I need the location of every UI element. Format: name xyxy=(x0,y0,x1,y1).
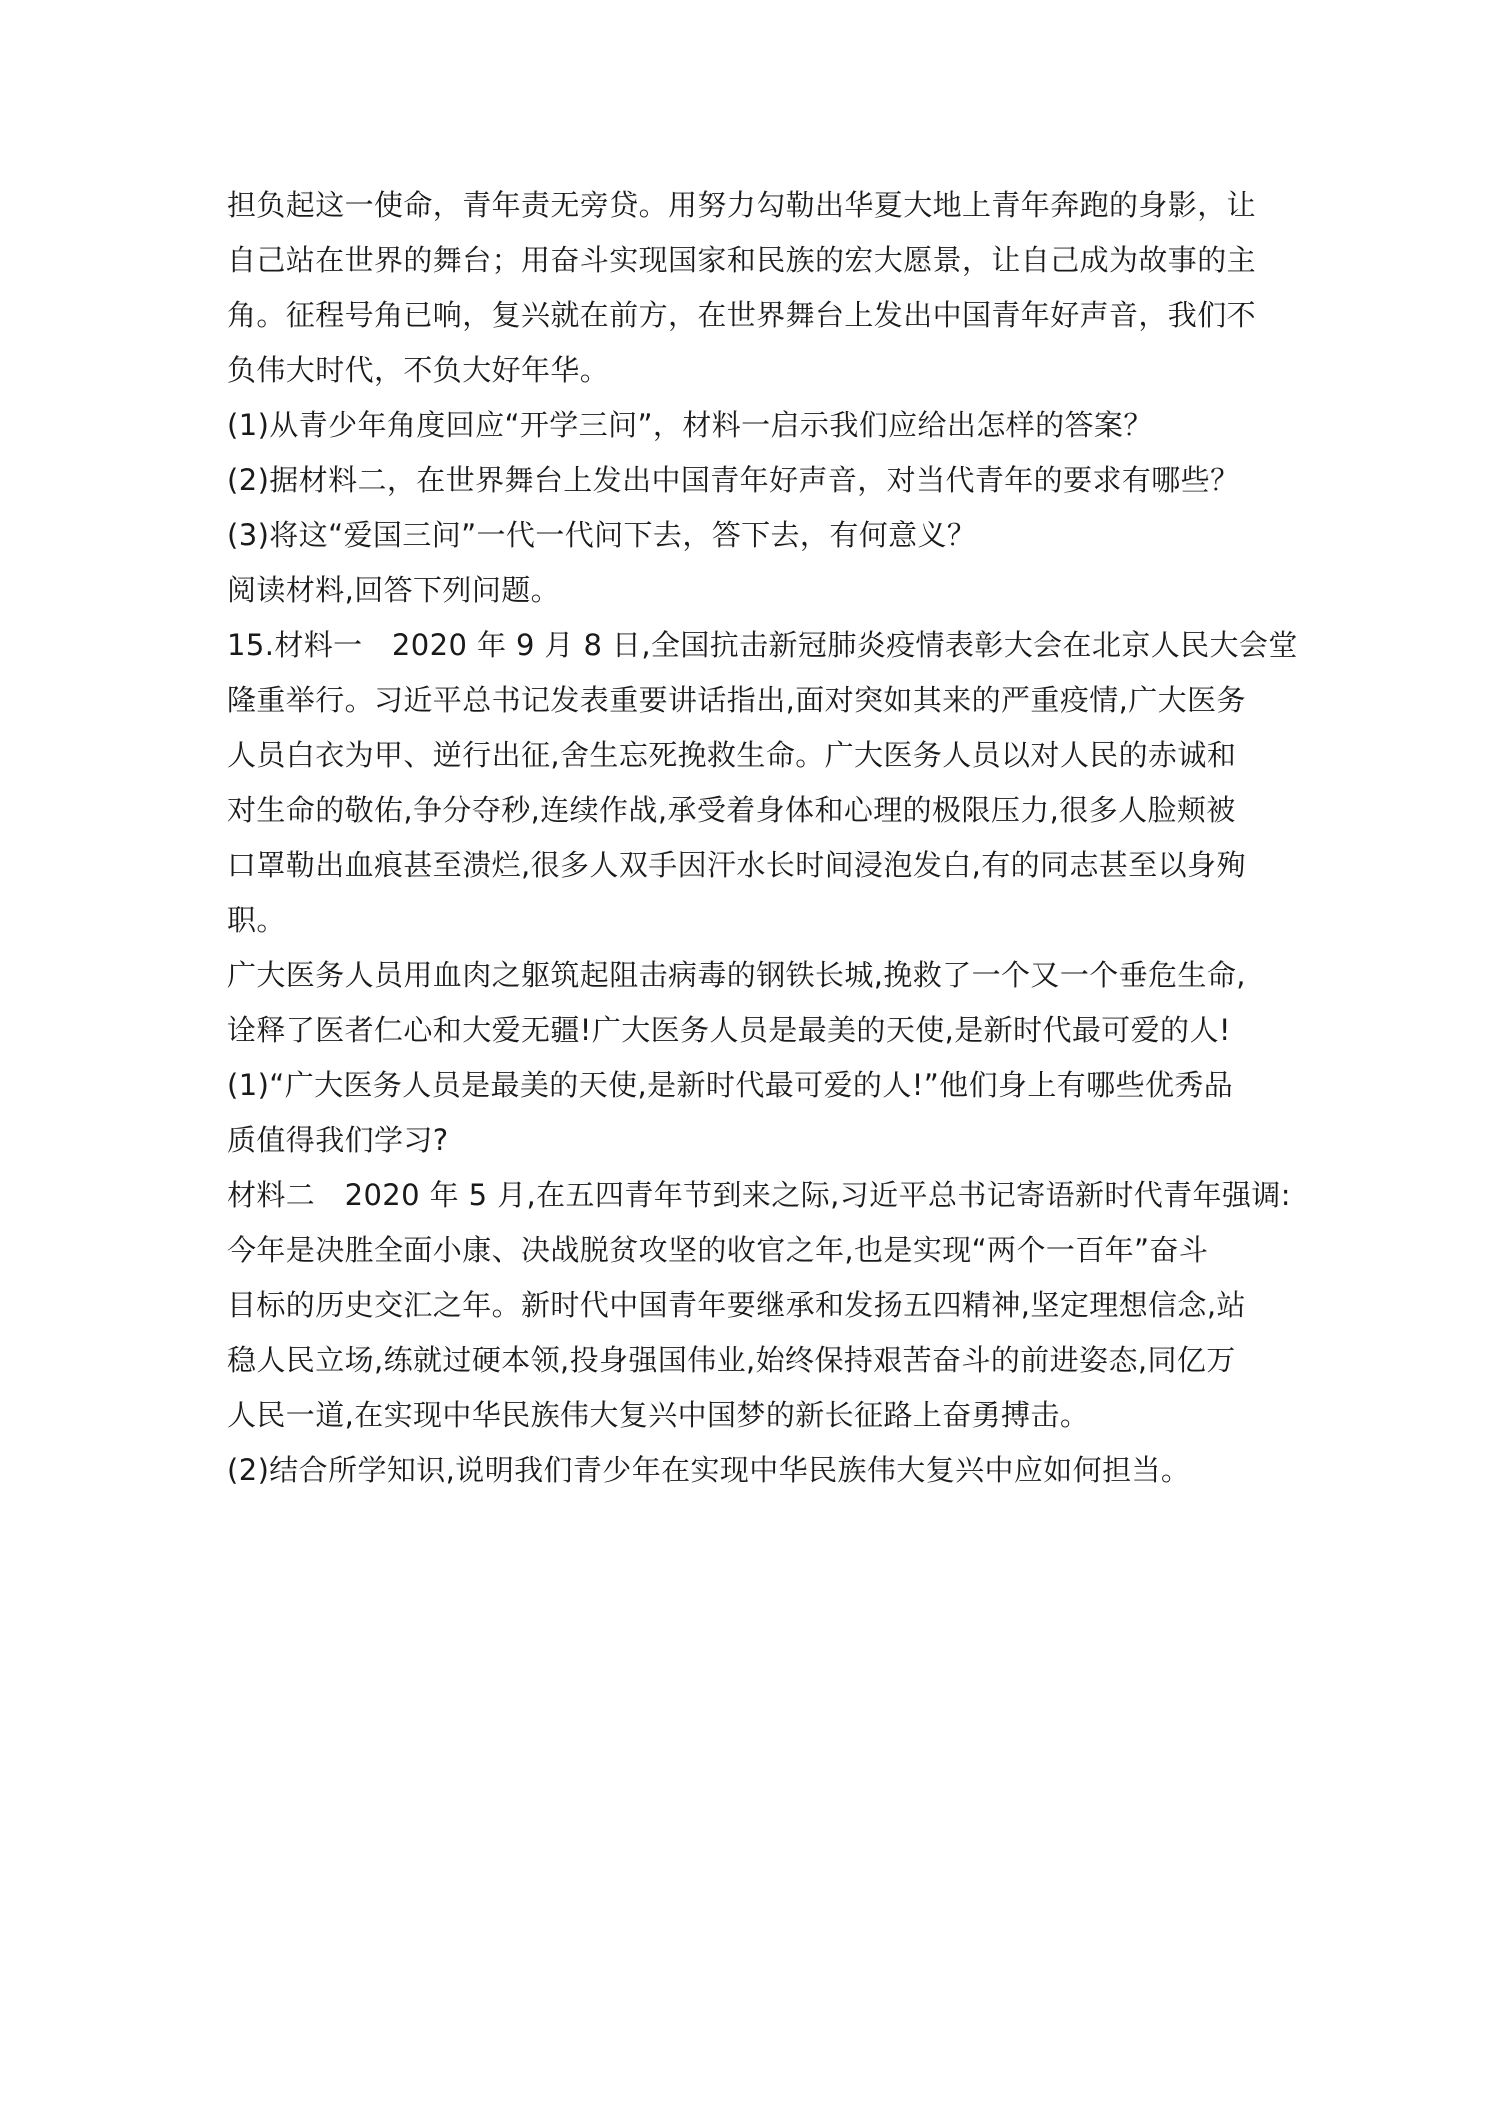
material-one-line: 口罩勒出血痕甚至溃烂,很多人双手因汗水长时间浸泡发白,有的同志甚至以身殉 xyxy=(227,848,1246,882)
material-one-line: 对生命的敬佑,争分夺秒,连续作战,承受着身体和心理的极限压力,很多人脸颊被 xyxy=(227,793,1236,827)
material-two-line: 材料二 2020 年 5 月,在五四青年节到来之际,习近平总书记寄语新时代青年强调: xyxy=(227,1178,1291,1212)
question-15-2: (2)结合所学知识,说明我们青少年在实现中华民族伟大复兴中应如何担当。 xyxy=(227,1453,1191,1487)
material-two-line: 目标的历史交汇之年。新时代中国青年要继承和发扬五四精神,坚定理想信念,站 xyxy=(227,1288,1246,1322)
material-one-line: 广大医务人员用血肉之躯筑起阻击病毒的钢铁长城,挽救了一个又一个垂危生命, xyxy=(227,958,1246,992)
material-one-line: 15.材料一 2020 年 9 月 8 日,全国抗击新冠肺炎疫情表彰大会在北京人民大会堂 xyxy=(227,628,1298,662)
material-one-line: 隆重举行。习近平总书记发表重要讲话指出,面对突如其来的严重疫情,广大医务 xyxy=(227,683,1246,717)
paragraph-line-continuation: 角。征程号角已响，复兴就在前方，在世界舞台上发出中国青年好声音，我们不 xyxy=(227,298,1257,332)
material-two-line: 人民一道,在实现中华民族伟大复兴中国梦的新长征路上奋勇搏击。 xyxy=(227,1398,1090,1432)
material-one-line: 人员白衣为甲、逆行出征,舍生忘死挽救生命。广大医务人员以对人民的赤诚和 xyxy=(227,738,1237,772)
paragraph-line-continuation: 负伟大时代，不负大好年华。 xyxy=(227,353,610,387)
question-15-1: 质值得我们学习? xyxy=(227,1123,449,1157)
question-14-2: (2)据材料二，在世界舞台上发出中国青年好声音，对当代青年的要求有哪些？ xyxy=(227,463,1240,497)
material-two-line: 稳人民立场,练就过硬本领,投身强国伟业,始终保持艰苦奋斗的前进姿态,同亿万 xyxy=(227,1343,1236,1377)
material-one-line: 诠释了医者仁心和大爱无疆!广大医务人员是最美的天使,是新时代最可爱的人! xyxy=(227,1013,1231,1047)
paragraph-line-continuation: 担负起这一使命，青年责无旁贷。用努力勾勒出华夏大地上青年奔跑的身影，让 xyxy=(227,188,1257,222)
material-two-line: 今年是决胜全面小康、决战脱贫攻坚的收官之年,也是实现“两个一百年”奋斗 xyxy=(227,1233,1209,1267)
document-body xyxy=(227,178,1298,1498)
question-14-1: (1)从青少年角度回应“开学三问”，材料一启示我们应给出怎样的答案？ xyxy=(227,408,1153,442)
material-one-line: 职。 xyxy=(227,903,286,937)
instruction-line: 阅读材料,回答下列问题。 xyxy=(227,573,561,607)
paragraph-line-continuation: 自己站在世界的舞台；用奋斗实现国家和民族的宏大愿景，让自己成为故事的主 xyxy=(227,243,1257,277)
question-14-3: (3)将这“爱国三问”一代一代问下去，答下去，有何意义？ xyxy=(227,518,977,552)
question-15-1: (1)“广大医务人员是最美的天使,是新时代最可爱的人!”他们身上有哪些优秀品 xyxy=(227,1068,1234,1102)
